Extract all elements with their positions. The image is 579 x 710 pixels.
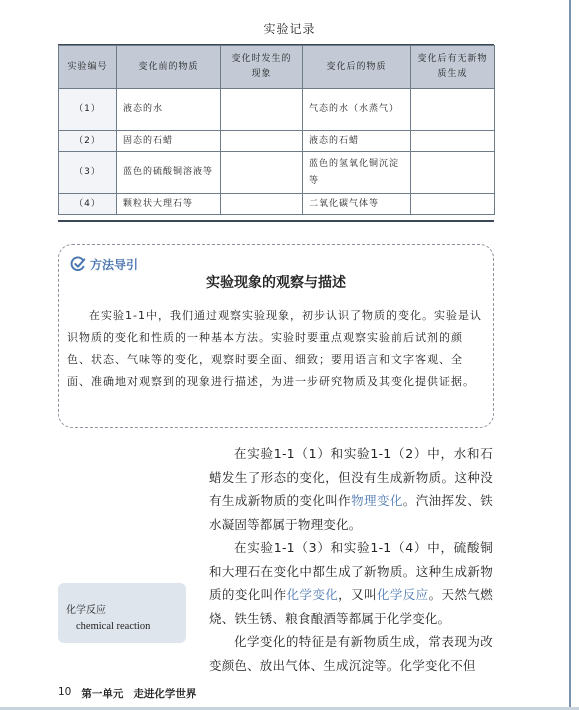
table-cell bbox=[221, 89, 303, 131]
table-bottom-rule bbox=[58, 220, 494, 222]
header-cell: 变化前的物质 bbox=[117, 46, 221, 89]
text-run: 。天然气燃烧、铁生锈、粮食酿酒等都属于化学变化。 bbox=[209, 587, 493, 626]
header-cell: 变化时发生的现象 bbox=[221, 46, 303, 89]
paragraph bbox=[209, 442, 493, 536]
text-run: 在实验1-1（1）和实验1-1（2）中，水和石蜡发生了形态的变化，但没有生成新物质。这种没有生成新物质的变化叫作 bbox=[209, 446, 493, 508]
table-cell bbox=[411, 131, 495, 152]
keyword-chemical-reaction: 化学反应 bbox=[376, 587, 429, 602]
method-guide-icon bbox=[69, 255, 87, 273]
experiment-record-table bbox=[58, 45, 495, 215]
unit-label: 第一单元 bbox=[81, 688, 124, 700]
table-cell: （1） bbox=[59, 89, 117, 131]
table-cell bbox=[221, 194, 303, 215]
text-run: 。汽油挥发、铁水凝固等都属于物理变化。 bbox=[209, 493, 494, 532]
header-cell: 变化后有无新物质生成 bbox=[411, 46, 495, 89]
method-guide-title: 实验现象的观察与描述 bbox=[206, 275, 346, 291]
header-cell: 实验编号 bbox=[59, 46, 117, 89]
table-cell: 二氧化碳气体等 bbox=[303, 194, 411, 215]
table-cell: 气态的水（水蒸气） bbox=[303, 89, 411, 131]
table-cell: 颗粒状大理石等 bbox=[117, 194, 221, 215]
main-text bbox=[209, 442, 493, 677]
page-footer bbox=[58, 686, 196, 701]
table-cell: （4） bbox=[59, 194, 117, 215]
method-guide-label bbox=[69, 255, 138, 273]
table-cell: （2） bbox=[59, 131, 117, 152]
text-run: 在实验1-1（3）和实验1-1（4）中，硫酸铜和大理石在变化中都生成了新物质。这种生成新物质的变化叫作 bbox=[209, 540, 493, 602]
table-row bbox=[59, 152, 495, 194]
table-cell: 液态的石蜡 bbox=[303, 131, 411, 152]
table-cell: 液态的水 bbox=[117, 89, 221, 131]
table-cell bbox=[221, 131, 303, 152]
table-cell: 固态的石蜡 bbox=[117, 131, 221, 152]
table-row bbox=[59, 131, 495, 152]
table-cell bbox=[411, 89, 495, 131]
unit-title: 走进化学世界 bbox=[133, 688, 197, 700]
table-cell: 蓝色的硫酸铜溶液等 bbox=[117, 152, 221, 194]
table-cell bbox=[221, 152, 303, 194]
method-guide-label-text: 方法导引 bbox=[90, 257, 139, 272]
page-number: 10 bbox=[58, 686, 72, 698]
keyword-physical-change: 物理变化 bbox=[351, 493, 403, 508]
table-row bbox=[59, 194, 495, 215]
header-cell: 变化后的物质 bbox=[303, 46, 411, 89]
table-row bbox=[59, 89, 495, 131]
method-guide-box bbox=[58, 244, 494, 428]
paragraph: 化学变化的特征是有新物质生成，常表现为改变颜色、放出气体、生成沉淀等。化学变化不但 bbox=[209, 634, 493, 673]
table-header-row bbox=[59, 46, 495, 89]
table-cell: 蓝色的氢氧化铜沉淀等 bbox=[303, 152, 411, 194]
text-run: ，又叫 bbox=[338, 587, 377, 602]
glossary-term-english: chemical reaction bbox=[76, 621, 151, 632]
table-title: 实验记录 bbox=[263, 22, 316, 36]
table-cell: （3） bbox=[59, 152, 117, 194]
glossary-term-box bbox=[58, 583, 186, 643]
page-edge-right bbox=[569, 0, 571, 710]
keyword-chemical-change: 化学变化 bbox=[286, 587, 339, 602]
table-cell bbox=[411, 152, 495, 194]
glossary-term-chinese: 化学反应 bbox=[66, 605, 106, 616]
table-cell bbox=[411, 194, 495, 215]
paragraph bbox=[209, 536, 493, 630]
method-guide-text: 在实验1-1中，我们通过观察实验现象，初步认识了物质的变化。实验是认识物质的变化和性质的一种基本方法。实验时要重点观察实验前后试剂的颜色、状态、气味等的变化，观察时要全面、细致；要用语言和文字客观、全面、准确地对观察到的现象进行描述，为进一步研究物质及其变化提供证据。 bbox=[67, 309, 482, 388]
